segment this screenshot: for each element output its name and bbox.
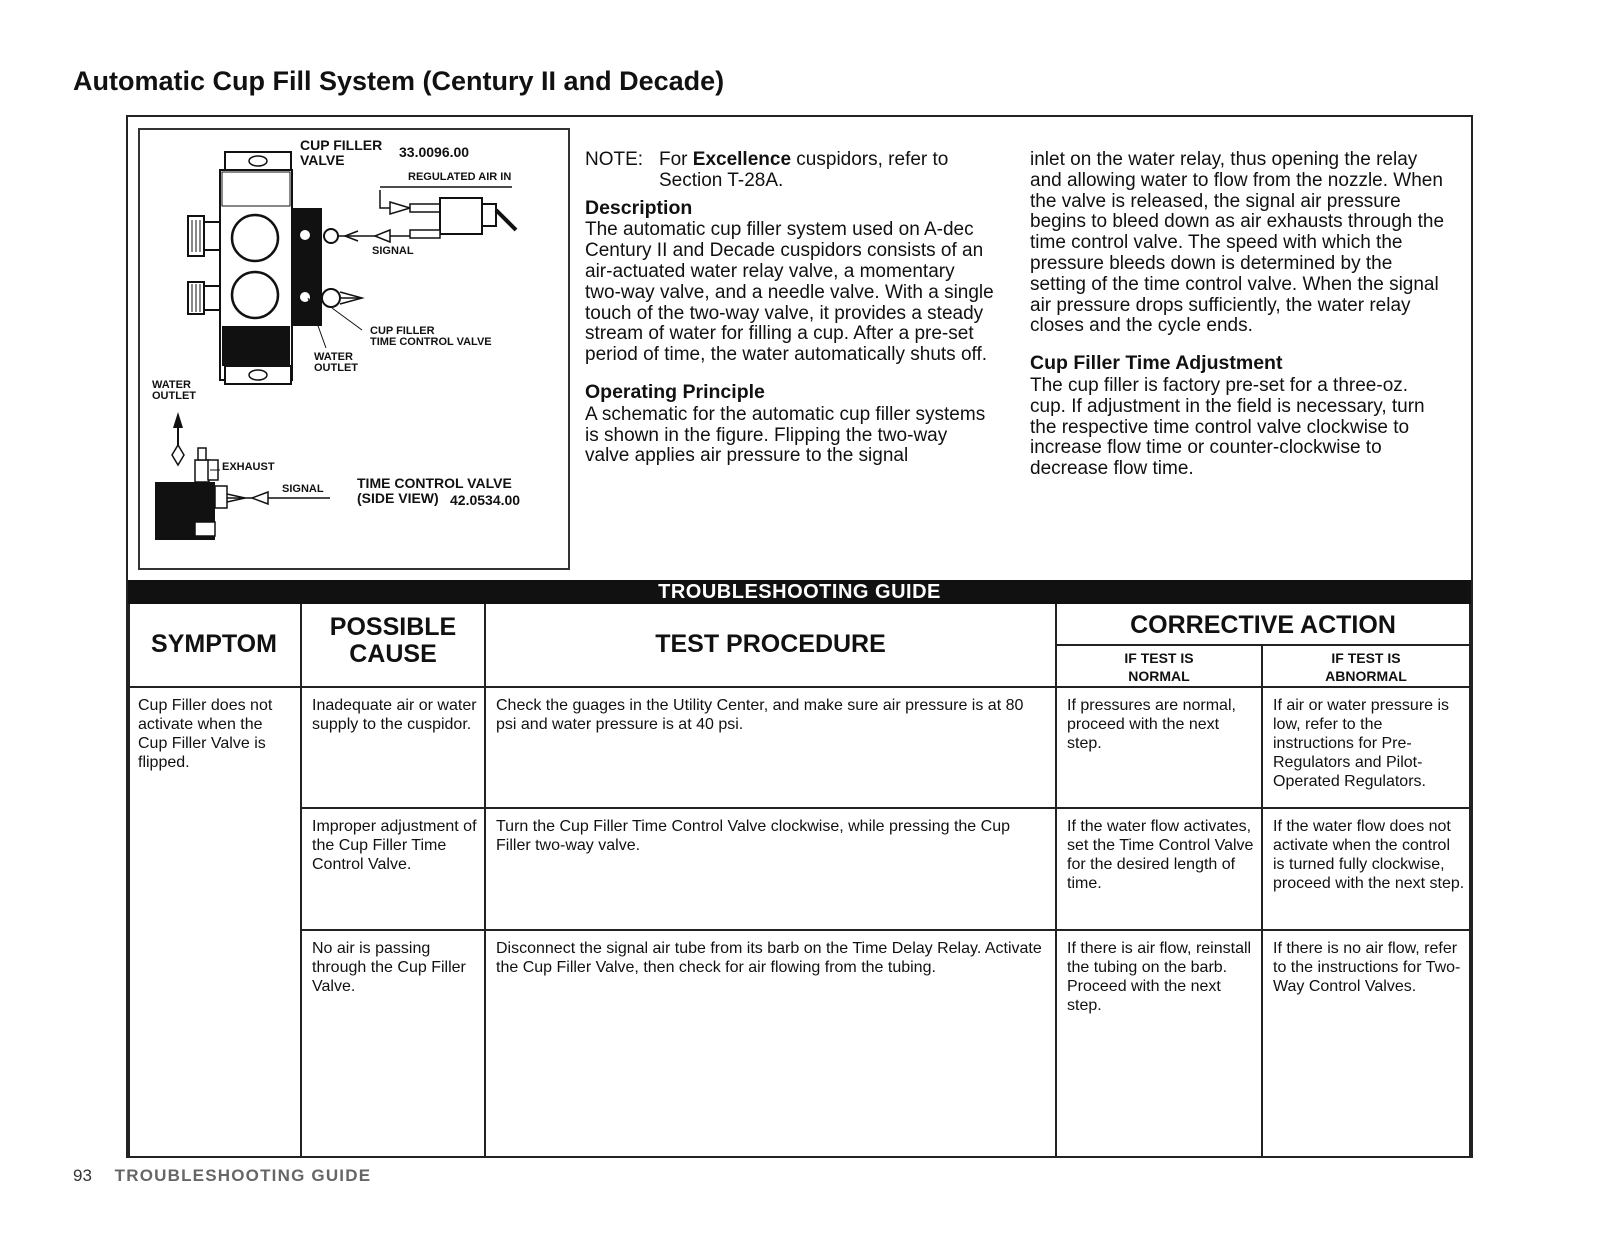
time-adjustment-text: The cup filler is factory pre-set for a three-oz. cup. If adjustment in the field is necessary, turn the respective time control valve clockwise to increase flow time or counter-clockwise to decrease flow time.: [1030, 374, 1425, 480]
page-number: 93: [73, 1166, 92, 1185]
test-cell: Disconnect the signal air tube from its barb on the Time Delay Relay. Activate the Cup Filler Valve, then check for air flowing from the tubing.: [496, 940, 1042, 976]
label-cup-filler-valve: CUP FILLER VALVE: [300, 137, 383, 168]
label-exhaust: EXHAUST: [222, 461, 275, 473]
label-water-outlet-b: WATER OUTLET: [152, 379, 196, 402]
row-divider: [300, 807, 1471, 809]
label-regulated-air-in: REGULATED AIR IN: [408, 171, 512, 183]
footer-section-title: TROUBLESHOOTING GUIDE: [114, 1166, 372, 1185]
description-text: The automatic cup filler system used on A-dec Century II and Decade cuspidors consists of an air-actuated water relay valve, a momentary two-way valve, and a needle valve. With a single touch of the two-way valve, it provides a steady stream of water for filling a cup. After a pre-set period of time, the water automatically shuts off.: [585, 219, 994, 366]
header-test-procedure: TEST PROCEDURE: [655, 630, 886, 658]
note-label: NOTE:: [585, 149, 644, 170]
operating-principle-heading: Operating Principle: [585, 380, 765, 403]
label-water-outlet-a: WATER OUTLET: [314, 351, 358, 374]
time-adjustment-heading: Cup Filler Time Adjustment: [1030, 352, 1283, 375]
abnormal-cell: If air or water pressure is low, refer to the instructions for Pre-Regulators and Pilot-Operated Regulators.: [1273, 697, 1450, 790]
troubleshooting-table: [128, 604, 1471, 1158]
cup-filler-diagram: [138, 128, 570, 570]
normal-cell: If pressures are normal, proceed with the next step.: [1067, 697, 1236, 752]
subheader-divider: [1055, 644, 1471, 646]
cause-cell: Inadequate air or water supply to the cuspidor.: [312, 697, 477, 733]
label-side-view: TIME CONTROL VALVE (SIDE VIEW): [357, 475, 512, 506]
normal-cell: If there is air flow, reinstall the tubing on the barb. Proceed with the next step.: [1067, 940, 1252, 1014]
symptom-cell: Cup Filler does not activate when the Cup Filler Valve is flipped.: [138, 697, 273, 771]
description-heading: Description: [585, 196, 693, 219]
normal-cell: If the water flow activates, set the Time Control Valve for the desired length of time.: [1067, 818, 1254, 892]
part-number-bottom: 42.0534.00: [450, 492, 521, 508]
cause-cell: No air is passing through the Cup Filler Valve.: [312, 940, 466, 995]
header-symptom: SYMPTOM: [151, 630, 277, 658]
note-text: For Excellence cuspidors, refer to Section T-28A.: [659, 149, 949, 191]
description-column: [585, 150, 995, 467]
adjustment-column: [1030, 150, 1445, 480]
column-divider: [1261, 644, 1263, 1158]
header-if-normal: IF TEST IS NORMAL: [1124, 650, 1194, 684]
note: [585, 150, 995, 192]
abnormal-cell: If there is no air flow, refer to the instructions for Two-Way Control Valves.: [1273, 940, 1461, 995]
label-signal-bottom: SIGNAL: [282, 483, 324, 495]
operating-principle-continued: inlet on the water relay, thus opening the relay and allowing water to flow from the nozzle. When the valve is released, the signal air pressure begins to bleed down as air exhausts through the time control valve. The speed with which the pressure bleeds down is determined by the setting of the time control valve. When the signal air pressure drops sufficiently, the water relay closes and the cycle ends.: [1030, 149, 1445, 337]
header-possible-cause: POSSIBLE CAUSE: [329, 613, 457, 668]
header-divider: [128, 686, 1471, 688]
page-footer: [73, 1166, 371, 1186]
part-number-top: 33.0096.00: [399, 144, 470, 160]
header-if-abnormal: IF TEST IS ABNORMAL: [1325, 650, 1407, 684]
operating-principle-text: A schematic for the automatic cup filler systems is shown in the figure. Flipping the two-way valve applies air pressure to the signal: [585, 403, 986, 467]
page-title: Automatic Cup Fill System (Century II and Decade): [73, 66, 725, 96]
troubleshooting-guide-title: TROUBLESHOOTING GUIDE: [128, 580, 1471, 604]
test-cell: Check the guages in the Utility Center, and make sure air pressure is at 80 psi and water pressure is at 40 psi.: [496, 697, 1024, 733]
abnormal-cell: If the water flow does not activate when the control is turned fully clockwise, proceed with the next step.: [1273, 818, 1465, 892]
label-signal-top: SIGNAL: [372, 245, 414, 257]
row-divider: [300, 929, 1471, 931]
test-cell: Turn the Cup Filler Time Control Valve clockwise, while pressing the Cup Filler two-way valve.: [496, 818, 1010, 854]
table-border-bottom: [128, 1156, 1471, 1158]
label-time-control-valve: CUP FILLER TIME CONTROL VALVE: [370, 325, 492, 348]
header-corrective-action: CORRECTIVE ACTION: [1130, 611, 1396, 639]
cause-cell: Improper adjustment of the Cup Filler Time Control Valve.: [312, 818, 477, 873]
